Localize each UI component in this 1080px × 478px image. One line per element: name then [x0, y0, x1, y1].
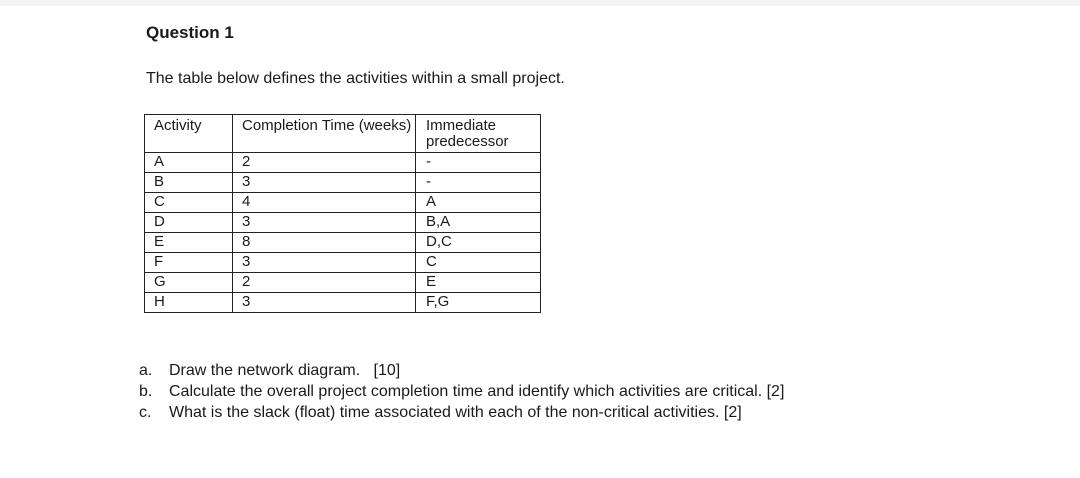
cell-activity: E: [145, 233, 233, 253]
table-row: [145, 273, 541, 293]
question-item: [139, 402, 784, 423]
question-letter: b.: [139, 383, 153, 400]
cell-predecessor: -: [416, 153, 541, 173]
question-text: Calculate the overall project completion time and identify which activities are critical. [2]: [169, 383, 785, 400]
table-row: [145, 193, 541, 213]
table-row: [145, 293, 541, 313]
cell-predecessor: C: [416, 253, 541, 273]
cell-time: 4: [233, 193, 416, 213]
cell-activity: C: [145, 193, 233, 213]
header-immediate-predecessor: Immediate predecessor: [416, 115, 541, 153]
cell-predecessor: A: [416, 193, 541, 213]
cell-time: 3: [233, 213, 416, 233]
cell-activity: F: [145, 253, 233, 273]
cell-activity: H: [145, 293, 233, 313]
question-text: Draw the network diagram. [10]: [169, 362, 401, 379]
header-activity: Activity: [145, 115, 233, 153]
cell-time: 2: [233, 273, 416, 293]
cell-time: 3: [233, 293, 416, 313]
questions-list: [139, 360, 784, 423]
cell-activity: G: [145, 273, 233, 293]
cell-time: 3: [233, 253, 416, 273]
table-row: [145, 253, 541, 273]
header-completion-time: Completion Time (weeks): [233, 115, 416, 153]
cell-predecessor: -: [416, 173, 541, 193]
cell-predecessor: D,C: [416, 233, 541, 253]
cell-predecessor: B,A: [416, 213, 541, 233]
question-heading: Question 1: [146, 23, 234, 42]
cell-activity: D: [145, 213, 233, 233]
question-item: [139, 360, 784, 381]
table-row: [145, 233, 541, 253]
cell-activity: B: [145, 173, 233, 193]
cell-time: 2: [233, 153, 416, 173]
question-text: What is the slack (float) time associated with each of the non-critical activities. [2]: [169, 404, 742, 421]
question-letter: c.: [139, 404, 152, 421]
intro-text: The table below defines the activities within a small project.: [146, 70, 565, 87]
cell-predecessor: E: [416, 273, 541, 293]
table-header-row: [145, 115, 541, 153]
page-top-strip: [0, 0, 1080, 6]
activity-table: [144, 114, 541, 313]
table-row: [145, 213, 541, 233]
question-letter: a.: [139, 362, 153, 379]
question-item: [139, 381, 784, 402]
cell-activity: A: [145, 153, 233, 173]
table-row: [145, 153, 541, 173]
cell-time: 3: [233, 173, 416, 193]
table-row: [145, 173, 541, 193]
cell-predecessor: F,G: [416, 293, 541, 313]
cell-time: 8: [233, 233, 416, 253]
